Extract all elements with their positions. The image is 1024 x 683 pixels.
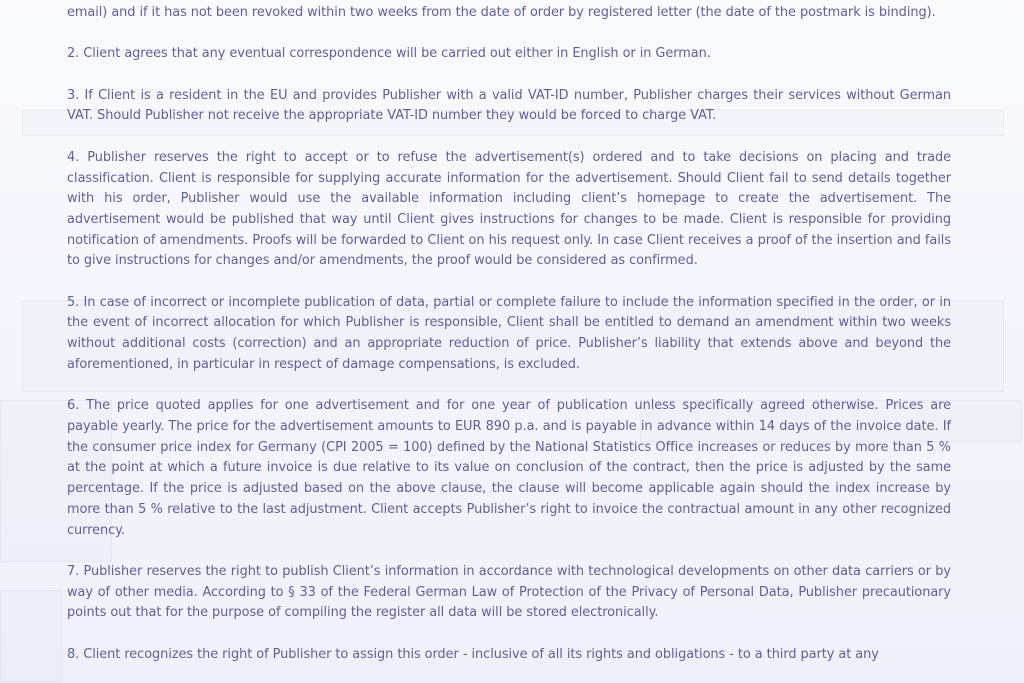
paragraph-price: 6. The price quoted applies for one advertisement and for one year of publication unless specifically agreed otherwise. Prices are payable yearly. The price for the advertisement amounts to EUR 890 p.a. and is payable in advance within 14 days of the invoice date. If the consumer price index for Germany (CPI 2005 = 100) defined by the National Statistics Office increases or reduces by more than 5 % at the point at which a future invoice is due relative to its value on conclusion of the contract, then the price is adjusted by the same percentage. If the price is adjusted based on the above clause, the clause will become applicable again should the index increase by more than 5 % relative to the last adjustment. Client accepts Publisher’s right to invoice the contractual amount in any other recognized currency. [67, 398, 951, 538]
paragraph-vat: 3. If Client is a resident in the EU and provides Publisher with a valid VAT-ID number, Publisher charges their services without German VAT. Should Publisher not receive the appropriate VAT-ID number they would be forced to charge VAT. [67, 87, 951, 124]
paragraph-continuation: email) and if it has not been revoked within two weeks from the date of order by registered letter (the date of the postmark is binding). [67, 5, 936, 20]
paragraph-advertisement-rights: 4. Publisher reserves the right to accept or to refuse the advertisement(s) ordered and to take decisions on placing and trade classification. Client is responsible for supplying accurate information for the advertisement. Should Client fail to send details together with his order, Publisher would use the available information including client’s homepage to create the advertisement. The advertisement would be published that way until Client gives instructions for changes to be made. Client is responsible for providing notification of amendments. Proofs will be forwarded to Client on his request only. In case Client receives a proof of the insertion and fails to give instructions for changes and/or amendments, the proof would be considered as confirmed. [67, 149, 951, 269]
paragraph-assignment: 8. Client recognizes the right of Publisher to assign this order - inclusive of all its rights and obligations - to a third party at any [67, 646, 879, 662]
paragraph-publication-media: 7. Publisher reserves the right to publish Client’s information in accordance with technological developments on other data carriers or by way of other media. According to § 33 of the Federal German Law of Protection of the Privacy of Personal Data, Publisher precautionary points out that for the purpose of compiling the register all data will be stored electronically. [67, 563, 951, 621]
terms-text-body [67, 3, 951, 683]
show-through-artifact [0, 590, 62, 682]
paragraph-incorrect-publication: 5. In case of incorrect or incomplete publication of data, partial or complete failure to include the information specified in the order, or in the event of incorrect allocation for which Publisher is responsible, Client shall be entitled to demand an amendment within two weeks without additional costs (correction) and an appropriate reduction of price. Publisher’s liability that extends above and beyond the aforementioned, in particular in respect of damage compensations, is excluded. [67, 294, 951, 372]
paragraph-correspondence-language: 2. Client agrees that any eventual correspondence will be carried out either in English or in German. [67, 46, 711, 62]
